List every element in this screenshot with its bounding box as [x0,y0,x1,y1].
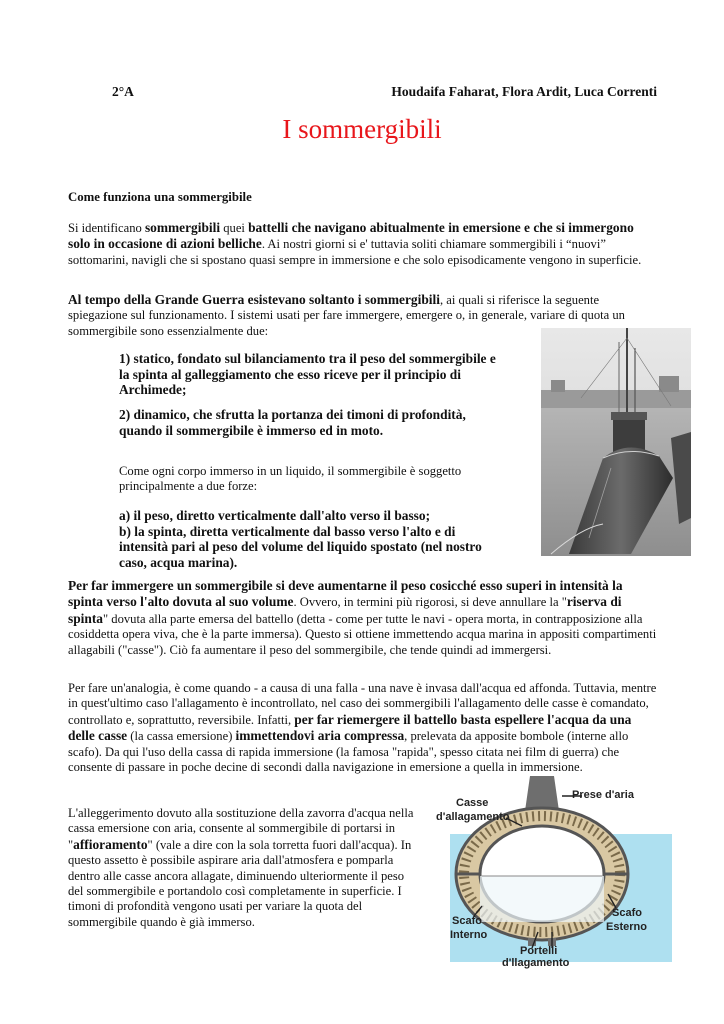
bold-run: sommergibili [144,220,221,235]
label-scafo-interno: Scafo [452,915,482,927]
text-run: " (vale a dire con la sola torretta fuori dall'acqua). In questo assetto è possibile aspirare aria dall'atmosfera e pomparla dentro alle casse ancora allagate, diminuendo ulteriormente il peso del sommergibile e portandolo così completamente in superficie. I timoni di profondità vengono usati per variare la quota del sommergibile quando è già immerso. [68,837,412,929]
text-run: L'alleggerimento dovuto alla sostituzione della zavorra d'acqua nella cassa emersione con aria, consente al sommergibile di portarsi in " [68,806,414,852]
submarine-photo [541,328,691,556]
bold-run: affioramento [73,836,148,852]
label-casse: Casse [456,797,489,809]
forces-intro: Come ogni corpo immerso in un liquido, il sommergibile è soggetto principalmente a due forze: [119,464,462,494]
label-allagamento: d'allagamento [436,811,510,823]
paragraph-intro [68,220,658,268]
text-run: " dovuta alla parte emersa del battello (detta - come per tutte le navi - opera morta, in contrapposizione alla cosiddetta opera viva, che è la parte immersa). Questo si ottiene immettendo acqua marina in appositi compartimenti allagabili ("casse"). Ciò fa aumentare il peso del sommergibile, che tende quindi ad immergersi. [68,611,657,657]
paragraph-surfacing [68,806,418,930]
paragraph-analogy [68,681,658,775]
text-run: (la cassa emersione) [127,729,236,744]
force-buoyancy: b) la spinta, diretta verticalmente dal basso verso l'alto e di intensità pari al peso del volume del liquido spostato (nel nostro caso, acqua marina). [119,523,482,570]
list-item-text: 2) dinamico, che sfrutta la portanza dei timoni di profondità, quando il sommergibile è immerso ed in moto. [119,407,466,438]
text-run: . Ovvero, in termini più rigorosi, si deve annullare la " [293,595,567,610]
bold-run: Per far immergere un sommergibile si deve aumentarne il peso cosicché esso superi in intensità la spinta verso l'alto dovuta al suo volume [68,578,623,610]
label-portelli: Portelli [520,945,558,957]
paragraph-dive [68,578,658,658]
list-item-text: 1) statico, fondato sul bilanciamento tra il peso del sommergibile e la spinta al galleggiamento che esso riceve per il principio di Archimede; [119,351,496,398]
text-run: Per fare un'analogia, è come quando - a causa di una falla - una nave è invasa dall'acqua ed affonda. Tuttavia, mentre in quest'ultimo caso l'allagamento è incontrollato, nel caso dei sommergibili l'allagamento delle casse è comandato, controllato e, soprattutto, reversibile. Infatti, [68,681,657,727]
bold-run: battelli che navigano abitualmente in emersione e che si immergono solo in occasione di azioni belliche [68,220,634,252]
text-run: . Ai nostri giorni si e' tuttavia soliti chiamare sommergibili i “nuovi” sottomarini, navigli che si spostano quasi sempre in immersione e che solo episodicamente vengono in superficie. [68,237,642,267]
forces-list [119,508,499,570]
label-esterno: Esterno [606,921,647,933]
text-run: quei [220,221,249,235]
label-portelli-2: d'llagamento [502,957,570,969]
list-item-static [119,351,499,398]
text-run: , ai quali si riferisce la seguente spiegazione sul funzionamento. I sistemi usati per fare immergere, emergere o, in generale, variare di quota un sommergibile sono essenzialmente due: [68,293,625,338]
bold-run: per far riemergere il battello basta espellere l'acqua da una delle casse [68,711,632,744]
force-weight: a) il peso, diretto verticalmente dall'alto verso il basso; [119,508,431,523]
label-scafo-esterno: Scafo [612,907,642,919]
section-subtitle: Come funziona una sommergibile [68,190,252,204]
label-interno: Interno [450,929,488,941]
page-title: I sommergibili [282,114,442,144]
authors: Houdaifa Faharat, Flora Ardit, Luca Correnti [391,84,657,99]
text-run: Si identificano [68,221,145,235]
bold-run: Al tempo della Grande Guerra esistevano soltanto i sommergibili [68,292,440,307]
list-item-dynamic [119,407,499,438]
text-run: , prelevata da apposite bombole (interne allo scafo). Da qui l'uso della cassa di rapida immersione (la famosa "rapida", spesso citata nei film di guerra) che consente di passare in poche decine di secondi dalla navigazione in emersione a quella in immersione. [68,729,629,775]
bold-run: immettendovi aria compressa [235,728,405,744]
class-label: 2°A [112,84,134,99]
header-line [112,84,657,100]
label-prese: Prese d'aria [572,789,634,801]
bold-run: riserva di spinta [68,594,622,626]
hull-diagram [422,766,672,969]
